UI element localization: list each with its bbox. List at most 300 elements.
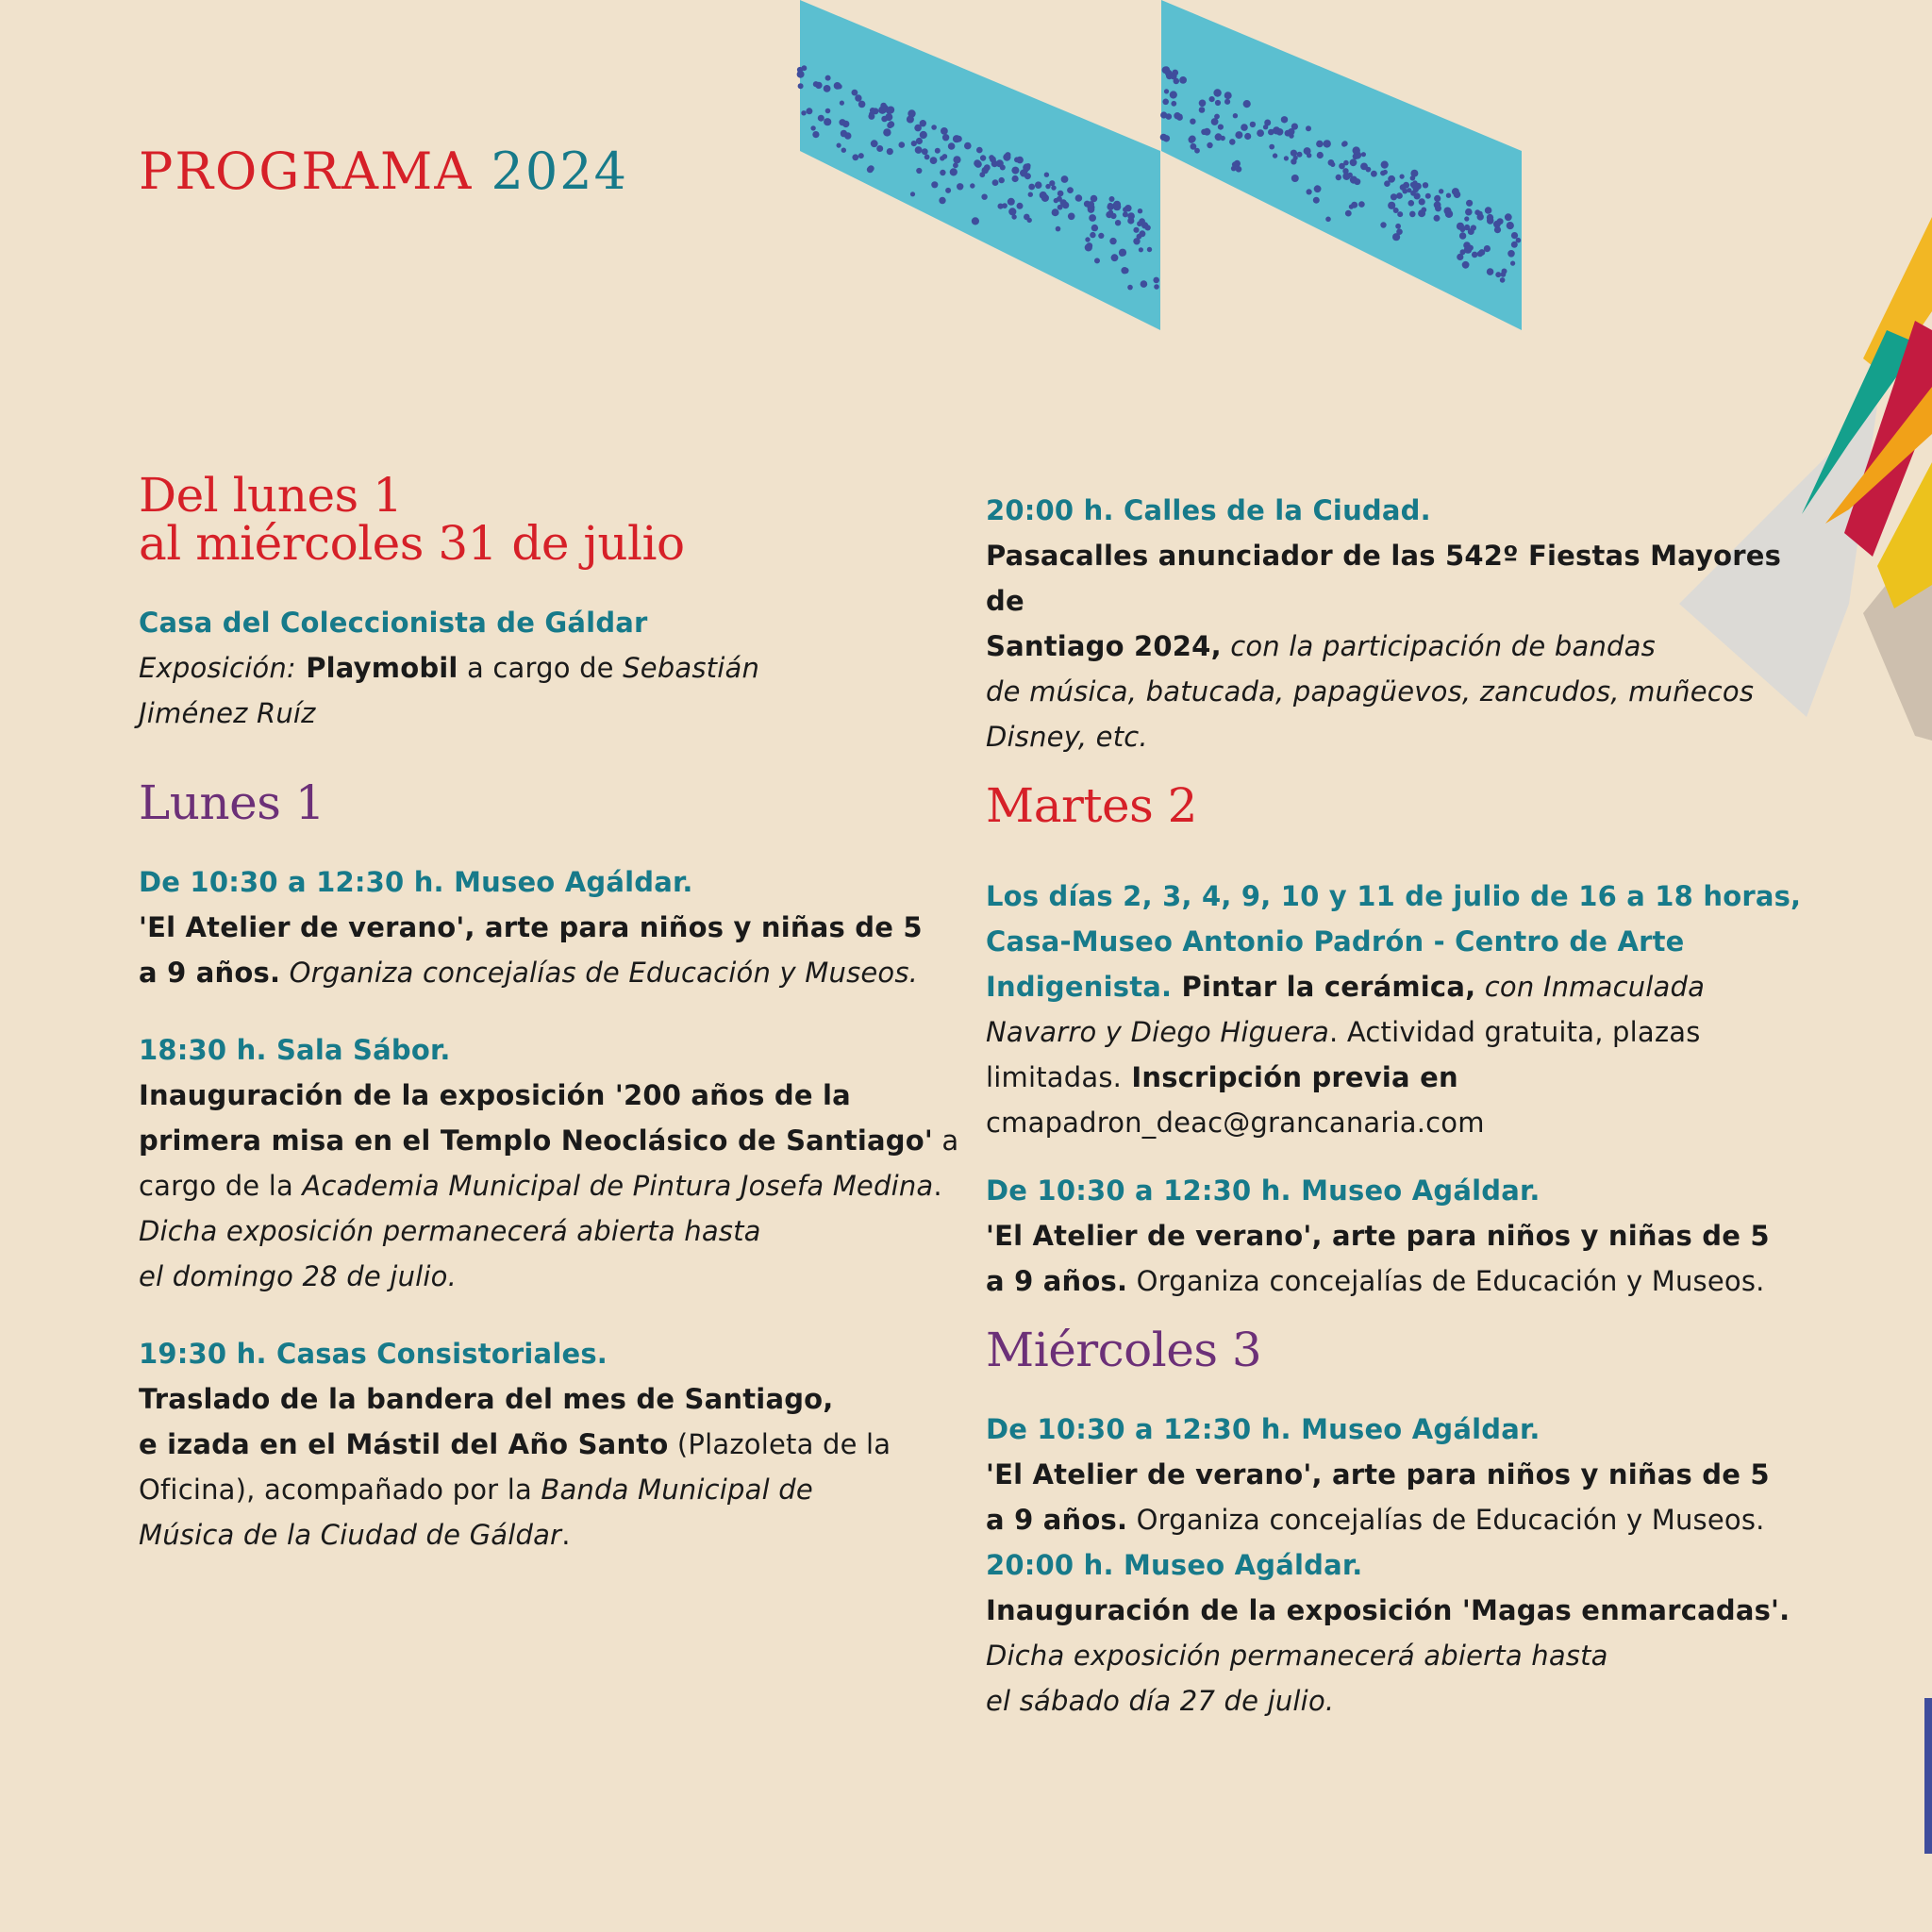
- pattern-dot: [1058, 191, 1064, 197]
- event-line: [986, 1009, 1816, 1055]
- pattern-dot: [1162, 99, 1169, 106]
- day-heading-martes: Martes 2: [986, 778, 1197, 833]
- pattern-dot: [957, 183, 963, 190]
- pattern-dot: [964, 142, 972, 150]
- pattern-dot: [950, 168, 958, 175]
- pattern-dot: [915, 146, 923, 154]
- pattern-dot: [1040, 192, 1047, 199]
- pattern-dot: [1045, 184, 1050, 189]
- event-line: [139, 1118, 959, 1163]
- pattern-dot: [1068, 213, 1075, 221]
- pattern-dot: [1163, 135, 1170, 142]
- pattern-dot: [867, 166, 874, 173]
- pattern-dot: [1273, 126, 1280, 134]
- pattern-dot: [1380, 222, 1386, 227]
- event-detail: . Actividad gratuita, plazas: [1328, 1016, 1701, 1048]
- pattern-dot: [1400, 175, 1405, 179]
- pattern-dot: [1466, 200, 1473, 207]
- pattern-dot: [1056, 226, 1061, 232]
- pattern-dot: [1263, 125, 1268, 129]
- pattern-dot: [1478, 211, 1483, 216]
- pattern-dot: [1141, 280, 1148, 288]
- pattern-dot: [1291, 175, 1299, 182]
- pattern-dot: [1284, 156, 1289, 160]
- pattern-dot: [1485, 207, 1492, 214]
- pattern-dot: [1088, 201, 1094, 208]
- pattern-dot: [940, 170, 945, 175]
- pattern-dot: [1348, 173, 1353, 177]
- pattern-dot: [1505, 213, 1512, 221]
- pattern-dot: [1005, 152, 1010, 158]
- pattern-dot: [922, 149, 927, 155]
- range-event: [139, 600, 959, 736]
- pattern-dot: [976, 147, 983, 154]
- event-detail: con la participación de bandas: [1221, 630, 1656, 662]
- pattern-dot: [1316, 141, 1324, 148]
- event-band: Música de la Ciudad de Gáldar: [139, 1519, 562, 1551]
- pattern-dot: [1396, 228, 1403, 235]
- pattern-dot: [858, 101, 866, 108]
- pattern-dot: [1511, 232, 1518, 239]
- pattern-dot: [1209, 96, 1215, 102]
- right-column: [986, 488, 1816, 1724]
- event-time: De 10:30 a 12:30 h. Museo Agáldar.: [139, 866, 693, 898]
- pattern-dot: [1472, 252, 1478, 258]
- pattern-dot: [1313, 197, 1320, 204]
- pattern-dot: [1285, 130, 1291, 137]
- pattern-dot: [1343, 160, 1349, 166]
- pattern-dot: [956, 136, 962, 142]
- event-organizer: Organiza concejalías de Educación y Museos.: [1127, 1265, 1765, 1297]
- event-line: [986, 624, 1816, 669]
- pattern-dot: [1353, 146, 1360, 154]
- pattern-dot: [1446, 193, 1451, 198]
- pattern-dot: [878, 107, 886, 114]
- event-time: De 10:30 a 12:30 h. Museo Agáldar.: [986, 1174, 1541, 1207]
- pattern-dot: [1361, 152, 1366, 157]
- event-line: [139, 1163, 959, 1208]
- pattern-dot: [1215, 133, 1223, 141]
- event-detail: limitadas.: [986, 1061, 1123, 1093]
- pattern-dot: [825, 108, 831, 114]
- pattern-dot: [1487, 268, 1494, 275]
- event-organizer: Organiza concejalías de Educación y Museos.: [280, 957, 919, 989]
- pattern-dot: [1388, 202, 1395, 209]
- event-line: [986, 1055, 1816, 1100]
- pattern-dot: [1098, 233, 1104, 239]
- range-event-author: Sebastián: [623, 652, 760, 684]
- pattern-dot: [1464, 245, 1472, 253]
- event-line: Inauguración de la exposición 'Magas enmarcadas'.: [986, 1594, 1790, 1626]
- pattern-dot: [841, 148, 846, 153]
- pattern-dot: [801, 110, 806, 115]
- pattern-dot: [1002, 203, 1008, 208]
- pattern-dot: [797, 71, 805, 78]
- pattern-dot: [1465, 208, 1473, 216]
- event-line: [139, 1422, 959, 1467]
- pattern-dot: [810, 125, 815, 130]
- range-event-line-1: [139, 645, 959, 691]
- pattern-dot: [1396, 192, 1403, 199]
- pattern-dot: [1061, 175, 1069, 183]
- pattern-dot: [1324, 140, 1331, 147]
- pattern-dot: [1224, 99, 1230, 105]
- event-connector: a: [932, 1124, 959, 1157]
- event-line: [986, 964, 1816, 1009]
- pattern-dot: [1224, 92, 1232, 99]
- pattern-dot: [1291, 150, 1297, 157]
- event-punctuation: .: [933, 1170, 942, 1202]
- pattern-dot: [1119, 251, 1124, 257]
- pattern-dot: [824, 118, 831, 125]
- pattern-dot: [1291, 124, 1298, 130]
- pattern-dot: [1408, 200, 1415, 207]
- pattern-dot: [953, 156, 960, 163]
- event-registration: Inscripción previa en: [1122, 1061, 1458, 1093]
- range-event-place: Casa del Coleccionista de Gáldar: [139, 607, 648, 639]
- pattern-dot: [1171, 101, 1176, 107]
- event-casas-consistoriales: [139, 1331, 959, 1557]
- event-band: Banda Municipal de: [541, 1474, 813, 1506]
- pattern-dot: [1371, 171, 1377, 177]
- pattern-dot: [1162, 66, 1170, 74]
- pattern-dot: [1350, 158, 1357, 166]
- pattern-dot: [1218, 125, 1224, 130]
- pattern-dot: [980, 155, 986, 160]
- pattern-dot: [1111, 254, 1117, 259]
- pattern-dot: [984, 164, 991, 171]
- pattern-dot: [1434, 195, 1441, 202]
- pattern-dot: [1459, 232, 1466, 239]
- pattern-dot: [1044, 173, 1049, 177]
- range-heading-line-2: al miércoles 31 de julio: [139, 516, 685, 571]
- event-email: cmapadron_deac@grancanaria.com: [986, 1107, 1485, 1139]
- pattern-dot: [1147, 247, 1152, 252]
- pattern-dot: [931, 181, 938, 188]
- pattern-dot: [1269, 144, 1274, 150]
- pattern-dot: [858, 153, 864, 158]
- pattern-dot: [1516, 238, 1522, 243]
- pattern-dot: [942, 134, 949, 141]
- pattern-dot: [1411, 182, 1419, 190]
- event-line: [139, 950, 959, 995]
- pattern-dot: [945, 188, 951, 193]
- title-year: 2024: [491, 142, 628, 201]
- pattern-dot: [798, 83, 804, 89]
- pattern-dot: [1400, 184, 1407, 191]
- pattern-dot: [1153, 277, 1159, 284]
- pattern-dot: [1170, 91, 1177, 98]
- pattern-dot: [1138, 208, 1142, 213]
- pattern-dot: [1507, 250, 1515, 258]
- event-line: 'El Atelier de verano', arte para niños y niñas de 5: [986, 1458, 1770, 1491]
- pattern-dot: [1409, 211, 1416, 218]
- pattern-dot: [1028, 192, 1033, 197]
- event-title: e izada en el Mástil del Año Santo: [139, 1428, 669, 1460]
- event-organizer: Academia Municipal de Pintura Josefa Medina: [302, 1170, 934, 1202]
- pattern-dot: [953, 162, 958, 168]
- pattern-dot: [1423, 182, 1428, 188]
- pattern-dot: [974, 159, 981, 167]
- pattern-dot: [1328, 159, 1335, 166]
- pattern-dot: [825, 75, 831, 81]
- pattern-dot: [887, 148, 893, 155]
- pattern-dot: [1358, 201, 1365, 208]
- pattern-dot: [883, 128, 891, 136]
- event-time: 20:00 h. Museo Agáldar.: [986, 1549, 1363, 1581]
- event-dates: Los días 2, 3, 4, 9, 10 y 11 de julio de 16 a 18 horas,: [986, 880, 1802, 912]
- pattern-dot: [1091, 225, 1098, 231]
- pattern-dot: [841, 131, 847, 138]
- range-event-connector: a cargo de: [458, 652, 624, 684]
- event-age: a 9 años.: [139, 957, 281, 989]
- pattern-dot: [1035, 181, 1042, 189]
- pattern-dot: [911, 141, 917, 146]
- pattern-dot: [1012, 175, 1019, 182]
- pattern-dot: [881, 116, 888, 123]
- pattern-dot: [1127, 285, 1133, 291]
- pattern-dot: [852, 154, 858, 160]
- pattern-dot: [840, 101, 844, 106]
- pattern-dot: [1388, 175, 1395, 183]
- pattern-dot: [1395, 224, 1401, 229]
- event-title: Santiago 2024,: [986, 630, 1222, 662]
- event-line: de música, batucada, papagüevos, zancudos, muñecos: [986, 675, 1755, 708]
- pattern-dot: [1444, 208, 1452, 215]
- pattern-dot: [1495, 272, 1501, 277]
- pattern-dot: [1297, 152, 1303, 158]
- pattern-dot: [1139, 230, 1145, 237]
- event-age: a 9 años.: [986, 1265, 1128, 1297]
- pattern-dot: [1215, 100, 1221, 106]
- event-line: Inauguración de la exposición '200 años de la: [139, 1079, 851, 1111]
- pattern-dot: [1317, 152, 1324, 158]
- pattern-dot: [1028, 184, 1035, 191]
- pattern-dot: [855, 94, 861, 101]
- pattern-dot: [1214, 114, 1220, 120]
- pattern-dot: [1244, 133, 1251, 140]
- event-connector: Oficina), acompañado por la: [139, 1474, 541, 1506]
- day-heading-lunes: Lunes 1: [139, 775, 325, 830]
- event-line: Disney, etc.: [986, 721, 1148, 753]
- pattern-dot: [852, 90, 858, 96]
- pattern-dot: [1027, 218, 1032, 223]
- pattern-dot: [1425, 193, 1431, 199]
- pattern-dot: [941, 127, 948, 135]
- event-time: 20:00 h. Calles de la Ciudad.: [986, 494, 1431, 526]
- event-line: [139, 1512, 959, 1557]
- pattern-dot: [1281, 116, 1288, 123]
- pattern-dot: [1434, 215, 1441, 222]
- pattern-dot: [824, 85, 831, 92]
- pattern-dot: [1314, 185, 1322, 192]
- pattern-dot: [920, 131, 927, 139]
- pattern-dot: [1435, 205, 1441, 211]
- pattern-dot: [1123, 211, 1128, 217]
- pattern-dot: [802, 65, 808, 71]
- pattern-dot: [1464, 216, 1469, 221]
- pattern-dot: [1113, 203, 1121, 210]
- pattern-dot: [834, 82, 841, 90]
- event-line: 'El Atelier de verano', arte para niños y niñas de 5: [139, 911, 923, 943]
- pattern-dot: [1000, 165, 1006, 171]
- pattern-dot: [1109, 196, 1115, 202]
- pattern-dot: [924, 155, 930, 160]
- pattern-dot: [1189, 137, 1195, 143]
- pattern-dot: [1493, 221, 1501, 228]
- left-column: [139, 468, 959, 1557]
- pattern-dot: [1243, 100, 1251, 108]
- pattern-dot: [1229, 139, 1236, 145]
- pattern-dot: [1457, 254, 1463, 260]
- pattern-dot: [1176, 114, 1183, 121]
- pattern-dot: [1085, 237, 1090, 242]
- pattern-dot: [1020, 170, 1027, 177]
- pattern-dot: [1273, 153, 1277, 158]
- pattern-dot: [1207, 142, 1212, 148]
- pattern-dot: [1133, 227, 1139, 233]
- pattern-dot: [870, 108, 875, 113]
- pattern-dot: [972, 217, 979, 225]
- pattern-dot: [1154, 284, 1159, 290]
- event-punctuation: .: [561, 1519, 571, 1551]
- pattern-dot: [930, 157, 938, 164]
- event-pasacalles: [986, 488, 1816, 759]
- pattern-dot: [1204, 128, 1211, 136]
- pattern-dot: [1351, 202, 1357, 208]
- pattern-dot: [806, 108, 812, 114]
- event-title: primera misa en el Templo Neoclásico de Santiago': [139, 1124, 933, 1157]
- pattern-dot: [1293, 156, 1298, 160]
- pattern-dot: [1360, 163, 1368, 171]
- pattern-dot: [1510, 261, 1515, 266]
- pattern-dot: [818, 115, 824, 122]
- pattern-dot: [970, 183, 974, 188]
- pattern-dot: [1094, 258, 1100, 263]
- pattern-dot: [935, 148, 941, 154]
- pattern-dot: [1166, 113, 1173, 120]
- pattern-dot: [1089, 214, 1096, 222]
- pattern-dot: [1199, 107, 1206, 113]
- pattern-dot: [1017, 203, 1024, 209]
- day-heading-miercoles: Miércoles 3: [986, 1323, 1262, 1377]
- pattern-dot: [1381, 161, 1389, 169]
- pattern-dot: [876, 145, 883, 152]
- pattern-dot: [1179, 76, 1187, 84]
- range-event-line-2: Jiménez Ruíz: [139, 697, 316, 729]
- pattern-dot: [1174, 78, 1180, 85]
- pattern-dot: [1250, 122, 1256, 127]
- pattern-dot: [1115, 220, 1121, 225]
- pattern-dot: [1194, 148, 1200, 154]
- pattern-dot: [1060, 199, 1067, 206]
- event-ceramica: [986, 874, 1816, 1145]
- pattern-dot: [1241, 124, 1248, 131]
- event-line: Traslado de la bandera del mes de Santiago,: [139, 1383, 834, 1415]
- event-time: 19:30 h. Casas Consistoriales.: [139, 1338, 608, 1370]
- event-atelier-martes: [986, 1168, 1816, 1304]
- pattern-dot: [1123, 207, 1128, 212]
- event-organizer: Organiza concejalías de Educación y Museos.: [1127, 1504, 1765, 1536]
- pattern-dot: [888, 121, 894, 127]
- pattern-dot: [1011, 214, 1016, 219]
- event-magas-enmarcadas: [986, 1542, 1816, 1724]
- event-time: De 10:30 a 12:30 h. Museo Agáldar.: [986, 1413, 1541, 1445]
- pattern-dot: [1233, 113, 1238, 118]
- event-atelier-miercoles: [986, 1407, 1816, 1542]
- pattern-dot: [942, 154, 948, 159]
- pattern-dot: [1452, 188, 1459, 195]
- event-location: (Plazoleta de la: [668, 1428, 891, 1460]
- title-programa: PROGRAMA: [139, 142, 474, 201]
- pattern-dot: [939, 197, 945, 204]
- pattern-dot: [1109, 238, 1116, 244]
- pattern-dot: [948, 142, 956, 150]
- pattern-dot: [868, 113, 874, 120]
- page-title: [139, 142, 628, 201]
- pattern-dot: [1345, 210, 1352, 217]
- event-line: [986, 1497, 1816, 1542]
- event-atelier-lunes: [139, 859, 959, 995]
- pattern-dot: [981, 194, 987, 200]
- event-hosts: con Inmaculada: [1475, 971, 1706, 1003]
- pattern-dot: [1468, 228, 1474, 235]
- pattern-dot: [1507, 222, 1514, 229]
- pattern-dot: [1067, 187, 1074, 193]
- pattern-dot: [1307, 153, 1311, 158]
- pattern-dot: [1397, 211, 1403, 217]
- pattern-dot: [1421, 208, 1426, 213]
- event-time: 18:30 h. Sala Sábor.: [139, 1034, 451, 1066]
- pattern-dot: [1090, 232, 1095, 238]
- pattern-dot: [931, 125, 937, 130]
- event-title: Pintar la cerámica,: [1172, 971, 1476, 1003]
- pattern-dot: [1439, 189, 1443, 193]
- pattern-dot: [839, 119, 845, 125]
- pattern-dot: [1085, 243, 1092, 251]
- pattern-dot: [1008, 208, 1016, 215]
- range-heading: [139, 468, 959, 571]
- pattern-dot: [1127, 212, 1135, 220]
- pattern-dot: [907, 116, 914, 124]
- pattern-dot: [1108, 203, 1113, 208]
- pattern-dot: [837, 143, 841, 148]
- pattern-dot: [1484, 245, 1491, 252]
- event-line: Pasacalles anunciador de las 542º Fiestas Mayores de: [986, 540, 1782, 617]
- range-heading-line-1: Del lunes 1: [139, 468, 403, 523]
- event-connector: cargo de la: [139, 1170, 303, 1202]
- pattern-dot: [1460, 227, 1466, 233]
- pattern-dot: [813, 81, 819, 87]
- pattern-dot: [999, 177, 1005, 183]
- pattern-dot: [1342, 141, 1348, 146]
- range-event-label: Exposición:: [139, 652, 296, 684]
- event-place: Casa-Museo Antonio Padrón - Centro de Arte: [986, 925, 1685, 958]
- pattern-dot: [1257, 129, 1264, 137]
- pattern-dot: [1108, 210, 1114, 216]
- pattern-dot: [1008, 198, 1015, 206]
- pattern-dot: [1052, 208, 1059, 216]
- pattern-dot: [1213, 89, 1221, 96]
- pattern-dot: [920, 120, 926, 126]
- pattern-dot: [1121, 267, 1127, 274]
- pattern-dot: [812, 131, 819, 138]
- pattern-dot: [1306, 125, 1311, 131]
- pattern-dot: [1190, 119, 1195, 125]
- range-event-title: Playmobil: [295, 652, 458, 684]
- pattern-dot: [1410, 175, 1416, 181]
- pattern-dot: [1232, 161, 1238, 167]
